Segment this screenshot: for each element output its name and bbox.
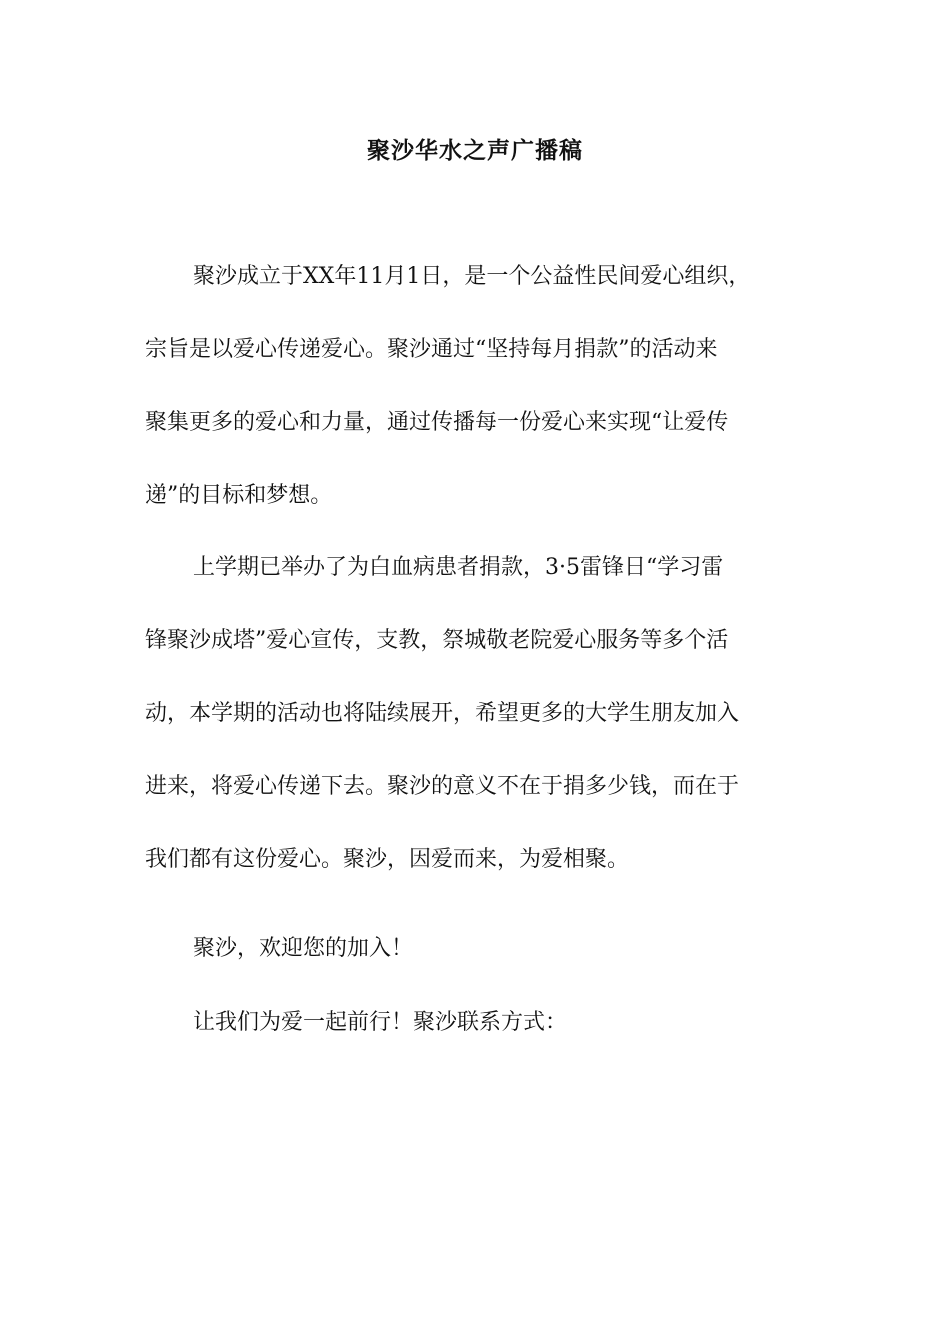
page-title: 聚沙华水之声广播稿 — [367, 138, 583, 164]
paragraph-activities — [145, 531, 813, 896]
paragraph-text: 聚沙成立于XX年11月1日，是一个公益性民间爱心组织， 宗旨是以爱心传递爱心。聚沙通过“坚持每月捐款”的活动来 聚集更多的爱心和力量，通过传播每一份爱心来实现“让爱传 递”的目标和梦想。 — [145, 264, 751, 508]
paragraph-contact — [145, 986, 813, 1059]
paragraph-text: 上学期已举办了为白血病患者捐款，3·5雷锋日“学习雷 锋聚沙成塔”爱心宣传，支教，祭城敬老院爱心服务等多个活 动，本学期的活动也将陆续展开，希望更多的大学生朋友加入 进来，将爱心传递下去。聚沙的意义不在于捐多少钱，而在于 我们都有这份爱心。聚沙，因爱而来，为爱相聚。 — [145, 555, 740, 872]
paragraph-welcome — [145, 912, 813, 985]
paragraph-introduction — [145, 240, 813, 532]
paragraph-text: 聚沙，欢迎您的加入！ — [193, 936, 414, 961]
paragraph-text: 让我们为爱一起前行！聚沙联系方式： — [193, 1010, 568, 1035]
